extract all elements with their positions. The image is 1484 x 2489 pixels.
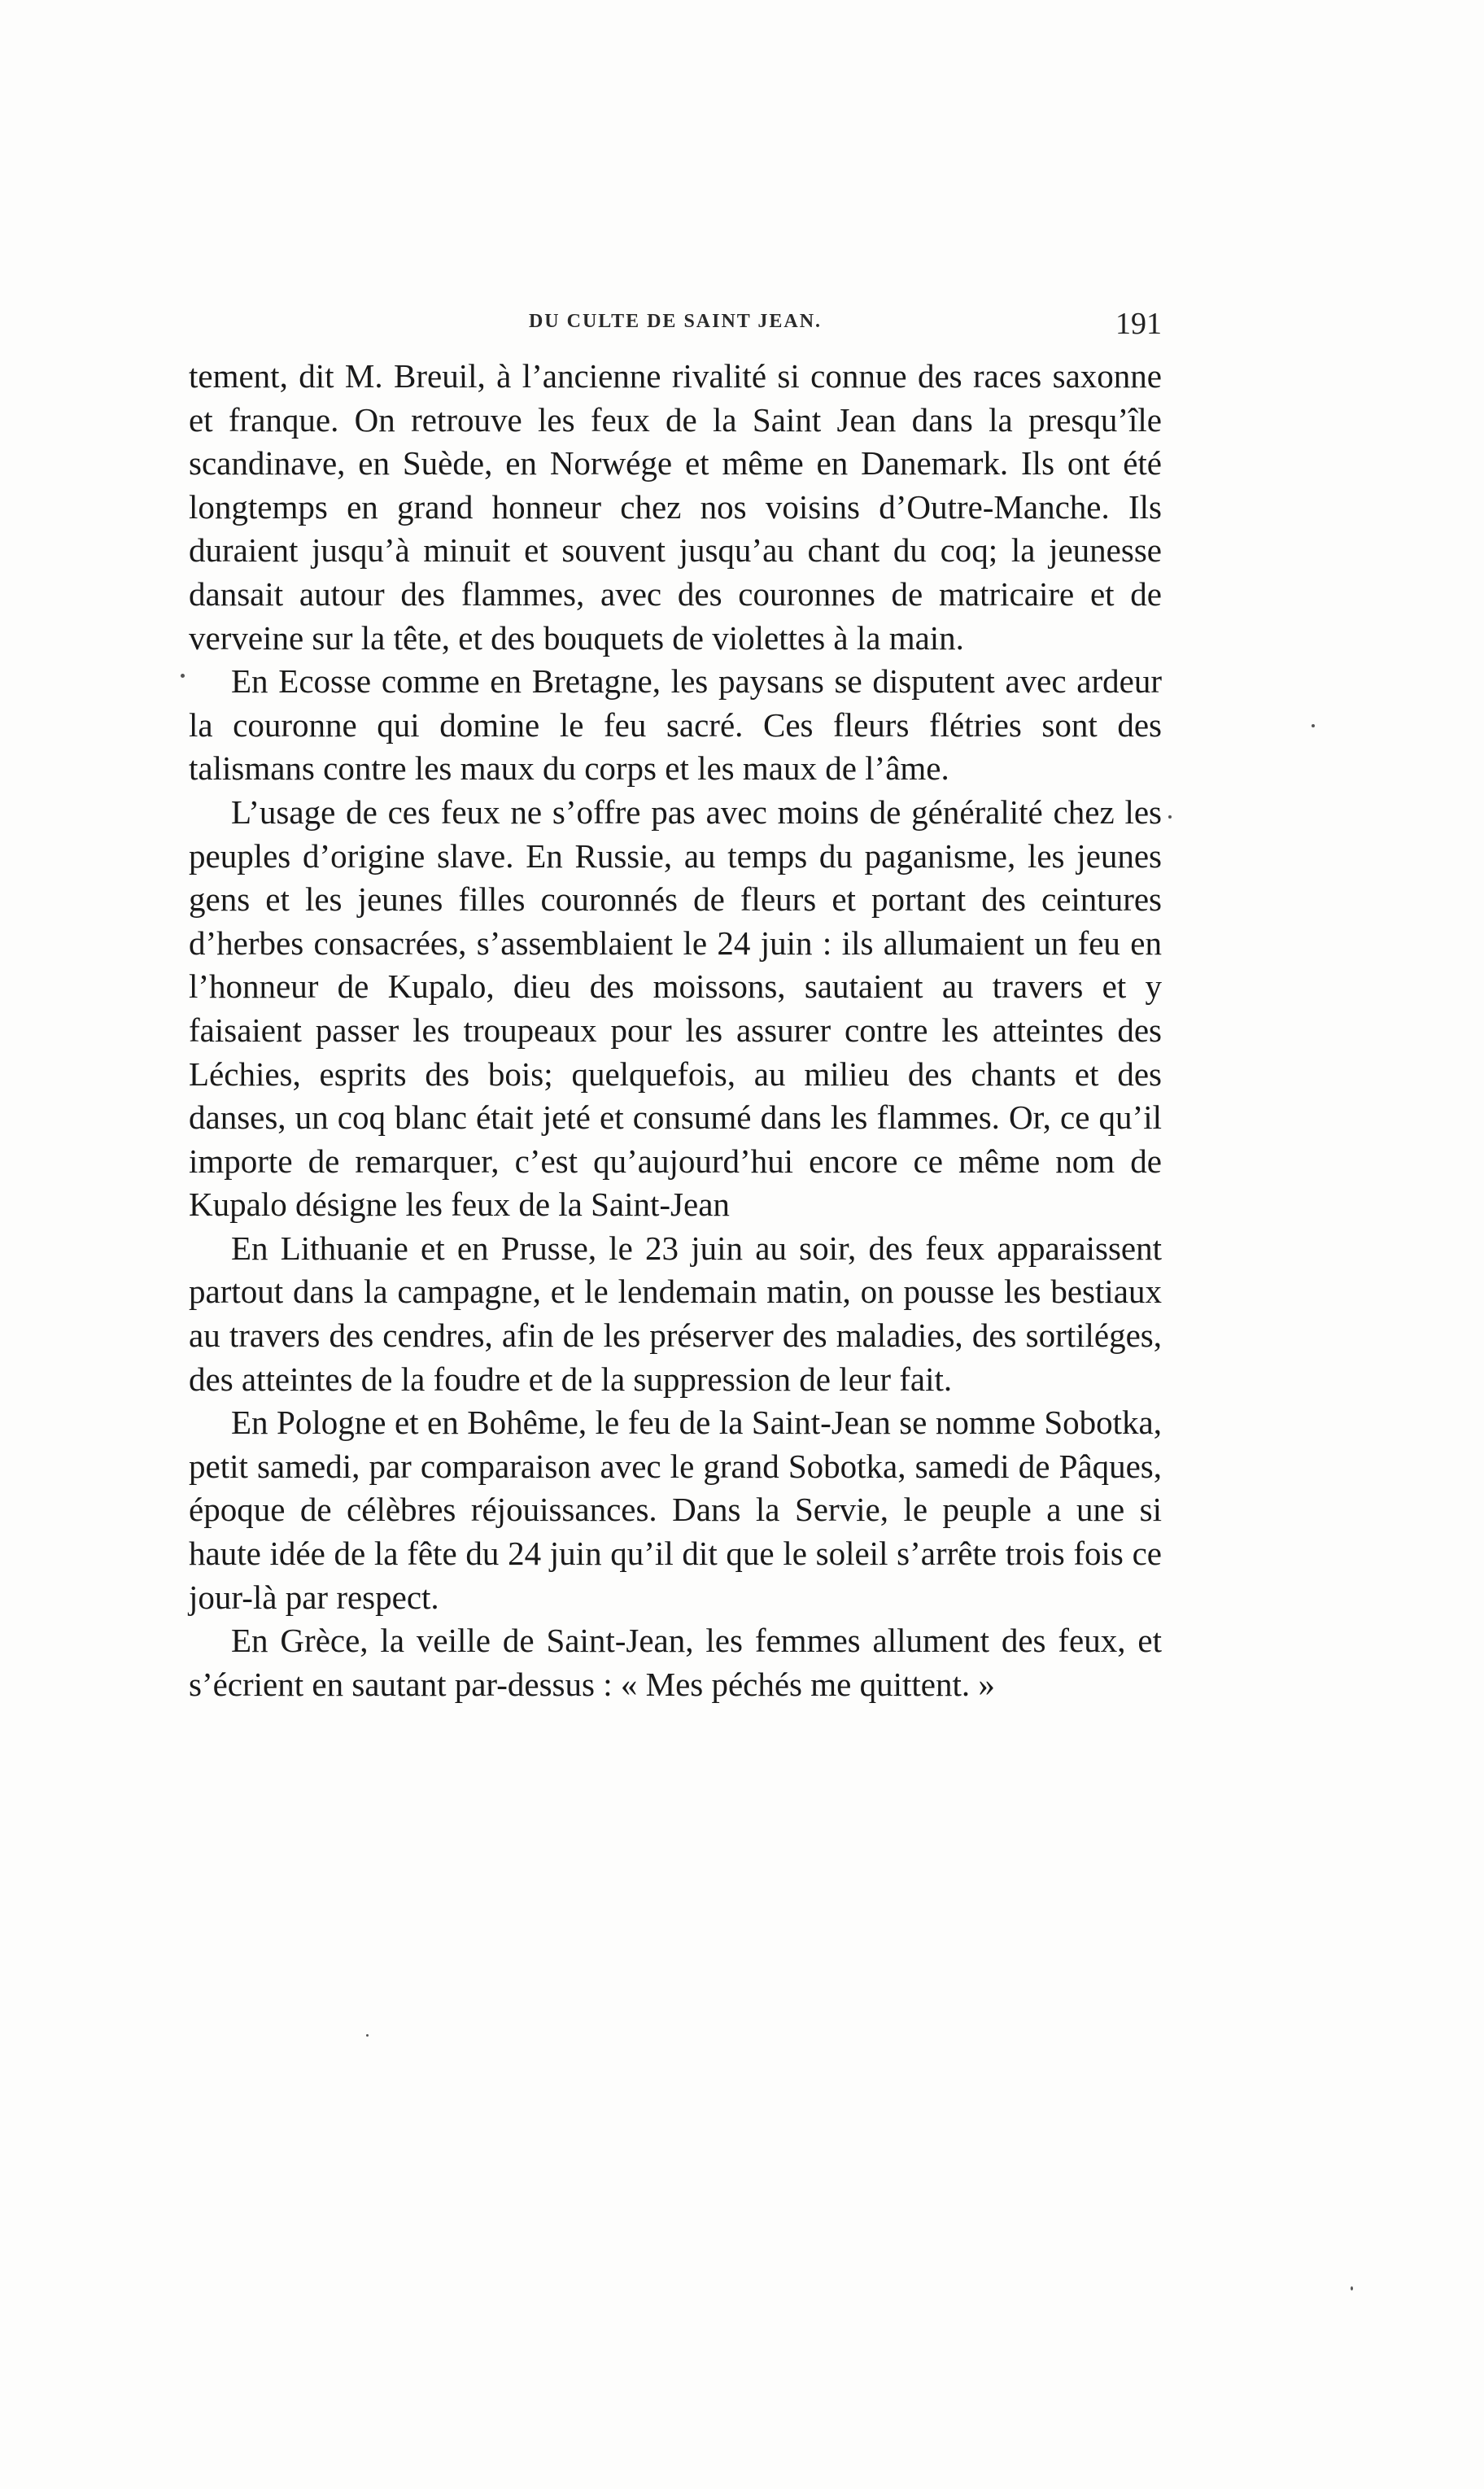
scan-speck (1312, 724, 1315, 727)
paragraph-6: En Grèce, la veille de Saint-Jean, les femmes allument des feux, et s’écrient en sautant par-dessus : « Mes péchés me quittent. » (189, 1622, 1162, 1703)
paragraph-5: En Pologne et en Bohême, le feu de la Saint-Jean se nomme Sobotka, petit samedi, par comparaison avec le grand Sobotka, samedi de Pâques, époque de célèbres réjouissances. Dans la Servie, le peuple a une si haute idée de la fête du 24 juin qu’il dit que le soleil s’arrête trois fois ce jour-là par respect. (189, 1404, 1162, 1616)
body-text (189, 355, 1162, 1706)
scan-speck (181, 674, 185, 678)
running-head (189, 306, 1162, 347)
paragraph-1: tement, dit M. Breuil, à l’ancienne rivalité si connue des races saxonne et franque. On retrouve les feux de la Saint Jean dans la presqu’île scandinave, en Suède, en Norwége et même en Danemark. Ils ont été longtemps en grand honneur chez nos voisins d’Outre-Manche. Ils duraient jusqu’à minuit et souvent jusqu’au chant du coq; la jeunesse dansait autour des flammes, avec des couronnes de matricaire et de verveine sur la tête, et des bouquets de violettes à la main. (189, 357, 1162, 657)
page-number: 191 (1115, 307, 1162, 341)
paragraph-2: En Ecosse comme en Bretagne, les paysans se disputent avec ardeur la couronne qui domine le feu sacré. Ces fleurs flétries sont des talismans contre les maux du corps et les maux de l’âme. (189, 662, 1162, 788)
scan-speck (1168, 815, 1172, 819)
running-title: DU CULTE DE SAINT JEAN. (528, 311, 823, 332)
paragraph-4: En Lithuanie et en Prusse, le 23 juin au soir, des feux apparaissent partout dans la campagne, et le lendemain matin, on pousse les bestiaux au travers des cendres, afin de les préserver des maladies, des sortiléges, des atteintes de la foudre et de la suppression de leur fait. (189, 1229, 1162, 1398)
paragraph-3: L’usage de ces feux ne s’offre pas avec moins de généralité chez les peuples d’origine slave. En Russie, au temps du paganisme, les jeunes gens et les jeunes filles couronnés de fleurs et portant des ceintures d’herbes consacrées, s’assemblaient le 24 juin : ils allumaient un feu en l’honneur de Kupalo, dieu des moissons, sautaient au travers et y faisaient passer les troupeaux pour les assurer contre les atteintes des Léchies, esprits des bois; quelquefois, au milieu des chants et des danses, un coq blanc était jeté et consumé dans les flammes. Or, ce qu’il importe de remarquer, c’est qu’aujourd’hui encore ce même nom de Kupalo désigne les feux de la Saint-Jean (189, 793, 1162, 1224)
scan-speck (366, 2034, 369, 2037)
scan-speck (1351, 2286, 1353, 2290)
